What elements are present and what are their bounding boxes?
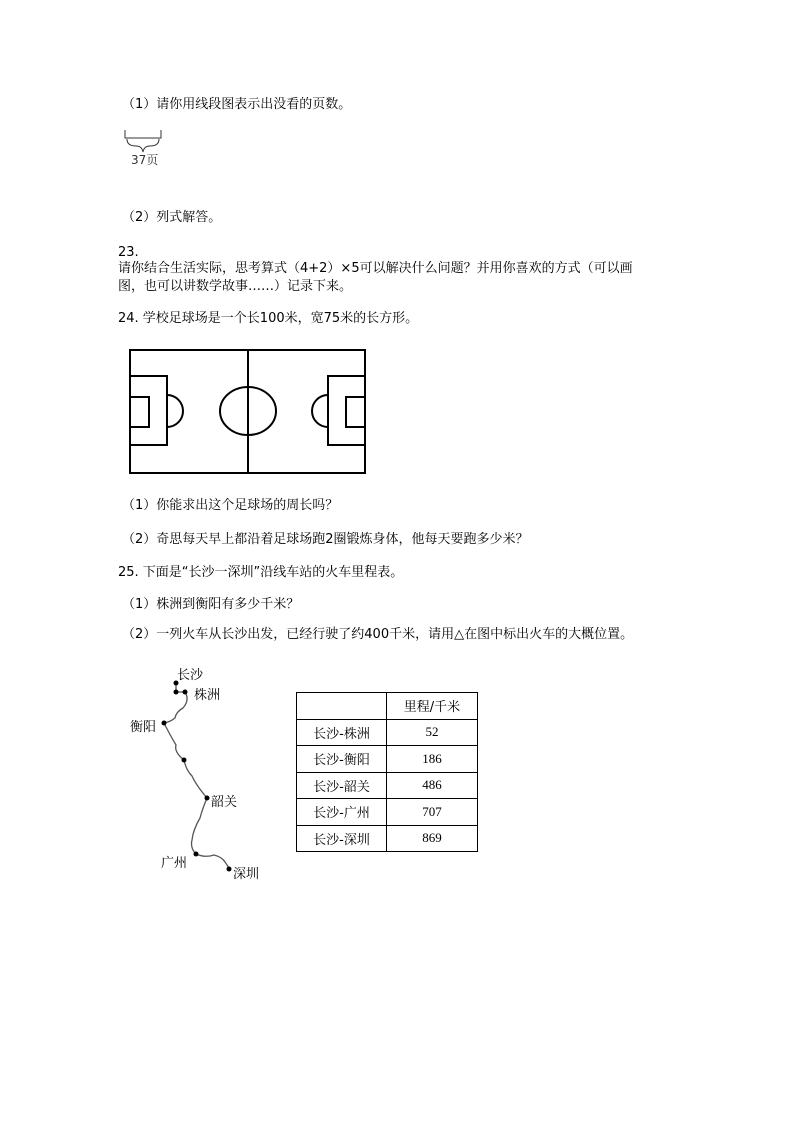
map-label-guangzhou: 广州 <box>161 856 188 871</box>
football-field-diagram <box>130 350 365 473</box>
q25-part2: （2）一列火车从长沙出发，已经行驶了约400千米，请用△在图中标出火车的大概位置。 <box>122 627 634 642</box>
distance-cell: 707 <box>387 799 478 826</box>
q23-number: 23. <box>118 245 139 260</box>
map-label-changsha: 长沙 <box>177 668 204 683</box>
station-dot-shaoguan <box>205 796 210 801</box>
station-dot-hengyang <box>162 721 167 726</box>
mileage-table <box>296 692 478 852</box>
station-dot-guangzhou <box>194 852 199 857</box>
table-header-row <box>297 693 478 720</box>
header-cell: 里程/千米 <box>387 693 478 720</box>
route-cell: 长沙-衡阳 <box>297 746 387 773</box>
station-dot-zhuzhou <box>183 690 188 695</box>
distance-cell: 186 <box>387 746 478 773</box>
route-cell: 长沙-株洲 <box>297 719 387 746</box>
q24-part1: （1）你能求出这个足球场的周长吗？ <box>122 498 339 513</box>
map-label-shaoguan: 韶关 <box>211 795 238 810</box>
station-dot <box>182 758 187 763</box>
q23-line2: 图，也可以讲数学故事……）记录下来。 <box>118 279 353 294</box>
table-row <box>297 825 478 852</box>
route-cell: 长沙-深圳 <box>297 825 387 852</box>
table-row <box>297 772 478 799</box>
q25-title: 25. 下面是“长沙一深圳”沿线车站的火车里程表。 <box>118 565 404 580</box>
distance-cell: 869 <box>387 825 478 852</box>
segment-brace-diagram <box>125 130 161 152</box>
railway-route-map <box>162 681 232 872</box>
distance-cell: 52 <box>387 719 478 746</box>
q24-part2: （2）奇思每天早上都沿着足球场跑2圈锻炼身体，他每天要跑多少米？ <box>122 532 529 547</box>
q22-part1: （1）请你用线段图表示出没看的页数。 <box>122 97 352 112</box>
table-row <box>297 746 478 773</box>
route-cell: 长沙-韶关 <box>297 772 387 799</box>
header-cell <box>297 693 387 720</box>
table-row <box>297 719 478 746</box>
q22-part2: （2）列式解答。 <box>122 210 222 225</box>
distance-cell: 486 <box>387 772 478 799</box>
q24-title: 24. 学校足球场是一个长100米，宽75米的长方形。 <box>118 311 419 326</box>
map-label-zhuzhou: 株洲 <box>194 688 221 703</box>
station-dot-shenzhen <box>227 867 232 872</box>
brace-label: 37页 <box>131 153 159 167</box>
q23-line1: 请你结合生活实际，思考算式（4+2）×5可以解决什么问题？并用你喜欢的方式（可以画 <box>118 261 633 276</box>
station-dot <box>174 690 179 695</box>
map-label-shenzhen: 深圳 <box>233 867 260 882</box>
q25-part1: （1）株洲到衡阳有多少千米？ <box>122 597 300 612</box>
table-row <box>297 799 478 826</box>
route-cell: 长沙-广州 <box>297 799 387 826</box>
map-label-hengyang: 衡阳 <box>130 720 157 735</box>
